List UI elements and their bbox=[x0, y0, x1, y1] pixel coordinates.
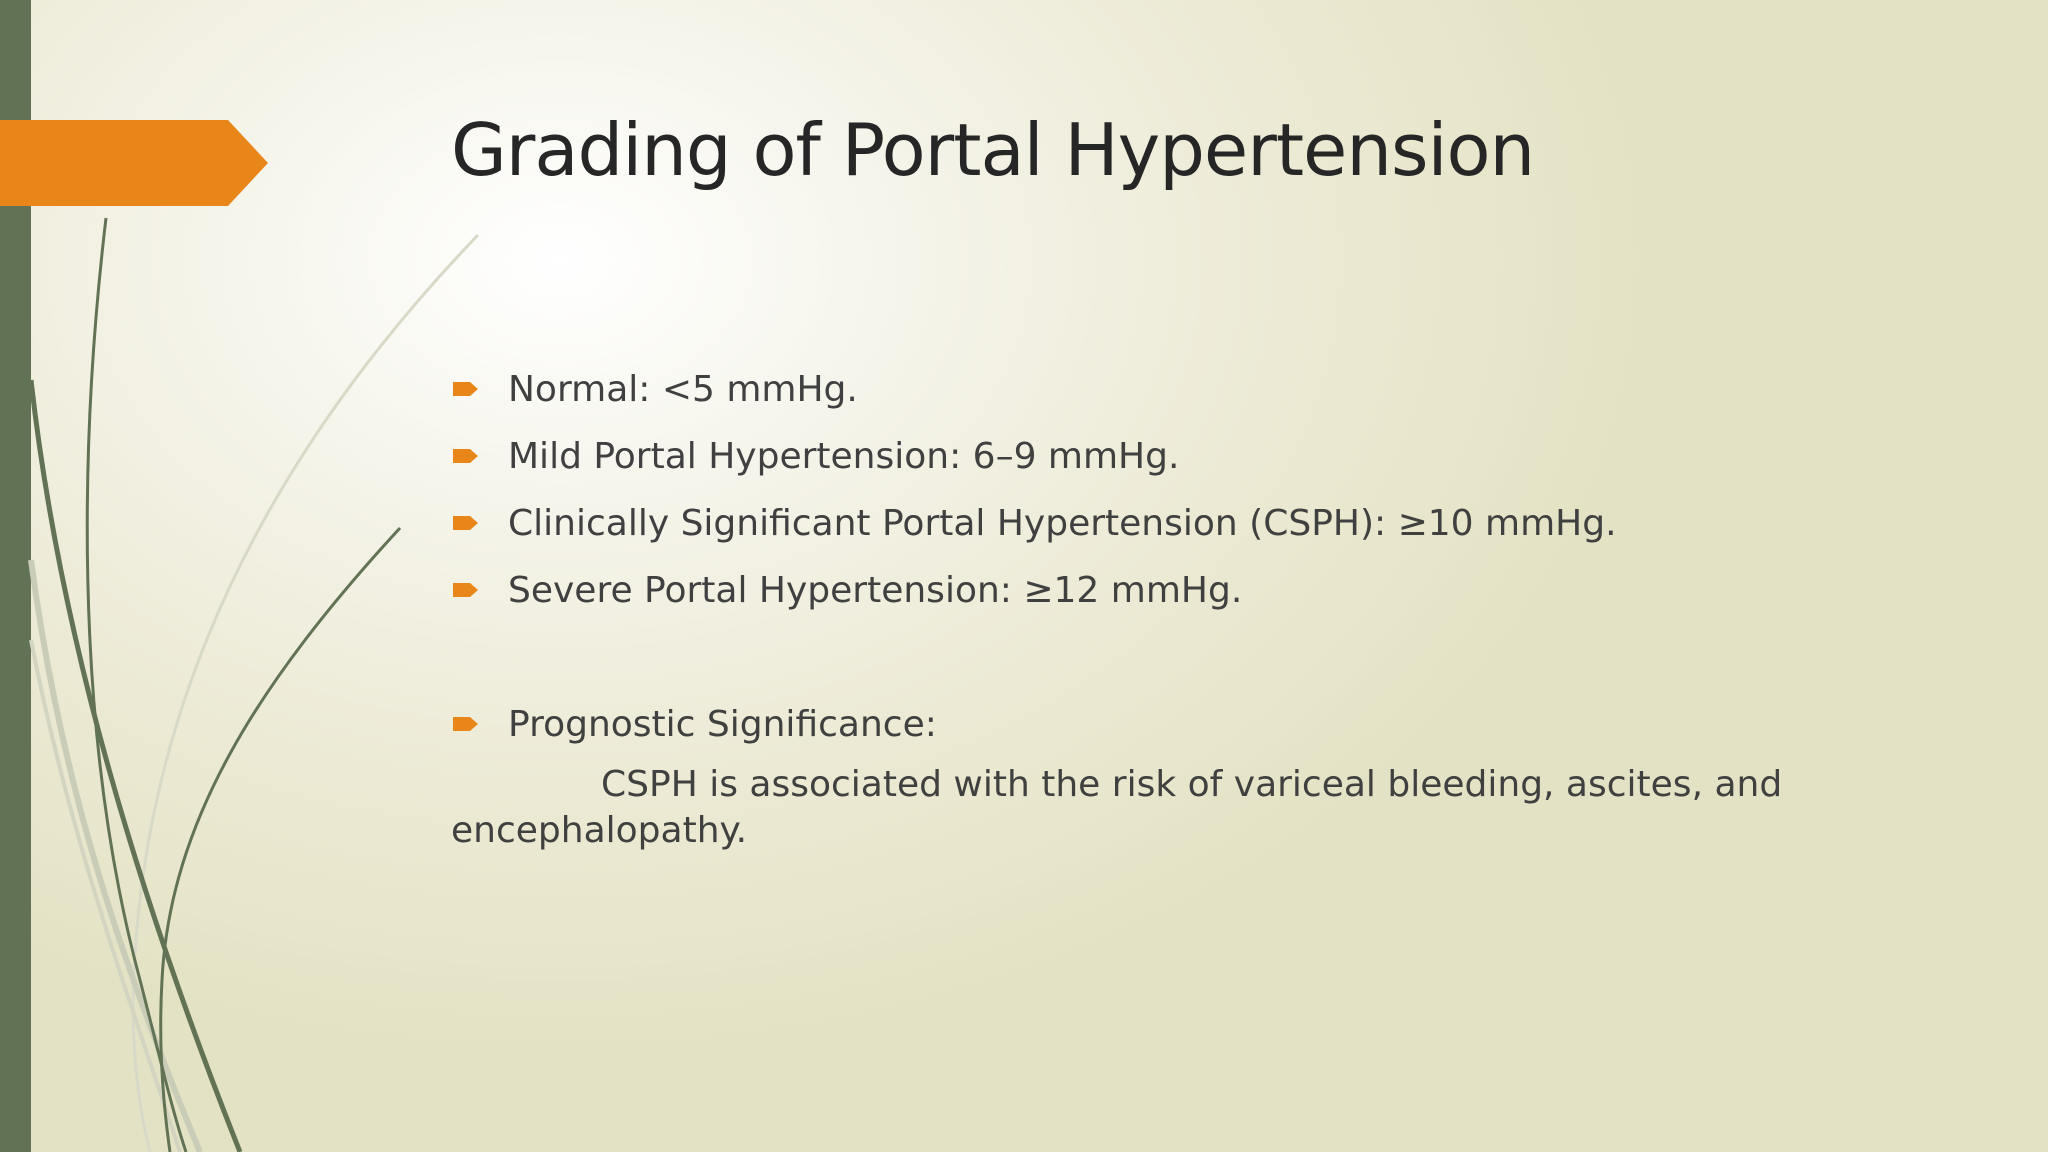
bullet-text: Severe Portal Hypertension: ≥12 mmHg. bbox=[508, 570, 1243, 611]
arrow-bullet-icon bbox=[453, 580, 479, 600]
bullet-item-csph bbox=[451, 494, 1851, 561]
grass-line-dark-3 bbox=[161, 528, 400, 1152]
grass-line-dark-1 bbox=[87, 218, 186, 1152]
bullet-item-mild bbox=[451, 427, 1851, 494]
grass-line-light-2 bbox=[31, 560, 200, 1152]
slide-content bbox=[451, 360, 1851, 854]
slide-title: Grading of Portal Hypertension bbox=[451, 108, 1535, 192]
bullet-text: Clinically Significant Portal Hypertension (CSPH): ≥10 mmHg. bbox=[508, 503, 1617, 544]
arrow-bullet-icon bbox=[453, 379, 479, 399]
prognostic-paragraph: CSPH is associated with the risk of variceal bleeding, ascites, and encephalopathy. bbox=[451, 764, 1783, 851]
bullet-list bbox=[451, 360, 1851, 762]
bullet-item-severe bbox=[451, 561, 1851, 628]
grass-line-dark-2 bbox=[31, 380, 240, 1152]
grass-line-light-1 bbox=[133, 235, 478, 1152]
orange-arrow-tab bbox=[0, 120, 270, 206]
bullet-text: Normal: <5 mmHg. bbox=[508, 369, 858, 410]
arrow-bullet-icon bbox=[453, 446, 479, 466]
arrow-bullet-icon bbox=[453, 714, 479, 734]
bullet-text: Mild Portal Hypertension: 6–9 mmHg. bbox=[508, 436, 1180, 477]
bullet-text: Prognostic Significance: bbox=[508, 704, 937, 745]
bullet-item-normal bbox=[451, 360, 1851, 427]
bullet-item-prognostic bbox=[451, 695, 1851, 762]
arrow-bullet-icon bbox=[453, 513, 479, 533]
